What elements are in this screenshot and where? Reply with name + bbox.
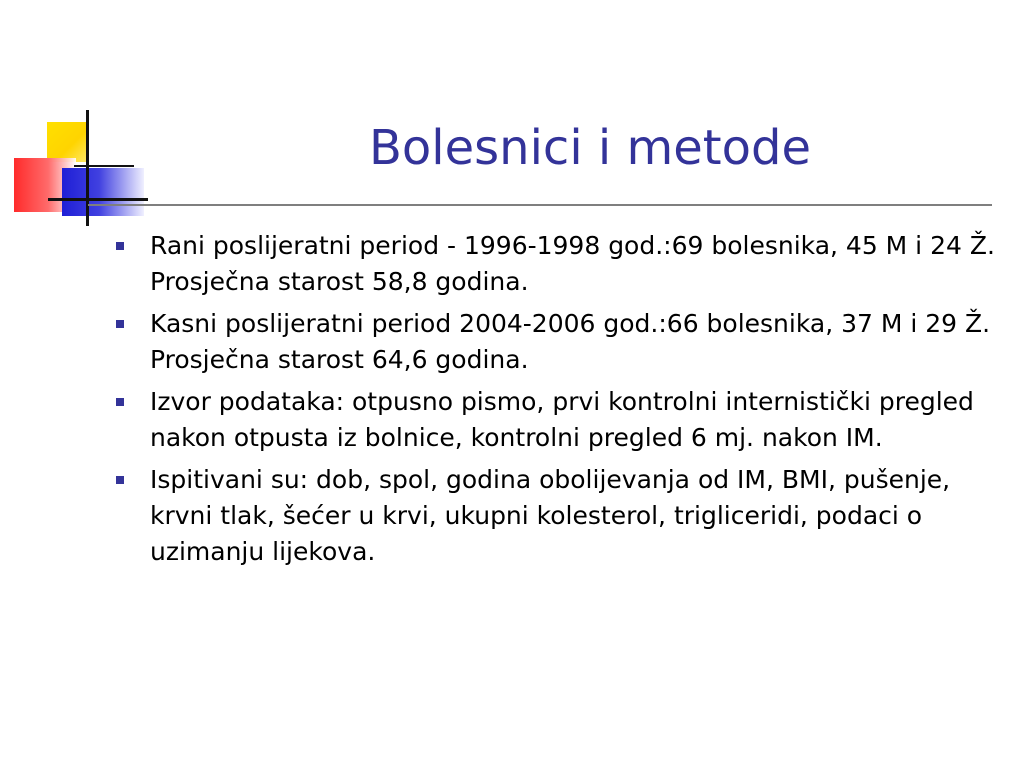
bullet-content [112, 228, 1012, 576]
bullet-item [112, 462, 1012, 570]
square-bullet-icon [116, 476, 124, 484]
bullet-item [112, 384, 1012, 456]
square-bullet-icon [116, 320, 124, 328]
bullet-text: Ispitivani su: dob, spol, godina obolijevanja od IM, BMI, pušenje, krvni tlak, šećer u krvi, ukupni kolesterol, trigliceridi, podaci o uzimanju lijekova. [150, 465, 951, 566]
bullet-list [112, 228, 1012, 570]
bullet-text: Kasni poslijeratni period 2004-2006 god.:66 bolesnika, 37 M i 29 Ž. Prosječna starost 64,6 godina. [150, 309, 991, 374]
square-bullet-icon [116, 398, 124, 406]
blue-square-shape [62, 168, 144, 216]
bullet-text: Rani poslijeratni period - 1996-1998 god.:69 bolesnika, 45 M i 24 Ž. Prosječna starost 58,8 godina. [150, 231, 995, 296]
logo-horizontal-line [48, 198, 148, 201]
bullet-item [112, 228, 1012, 300]
title-divider [88, 204, 992, 206]
bullet-item [112, 306, 1012, 378]
square-bullet-icon [116, 242, 124, 250]
slide-title: Bolesnici i metode [369, 120, 811, 176]
logo-vertical-line [86, 110, 89, 226]
bullet-text: Izvor podataka: otpusno pismo, prvi kontrolni internistički pregled nakon otpusta iz bolnice, kontrolni pregled 6 mj. nakon IM. [150, 387, 974, 452]
logo-horizontal-line-short [74, 165, 134, 167]
yellow-square-shape [47, 122, 87, 162]
